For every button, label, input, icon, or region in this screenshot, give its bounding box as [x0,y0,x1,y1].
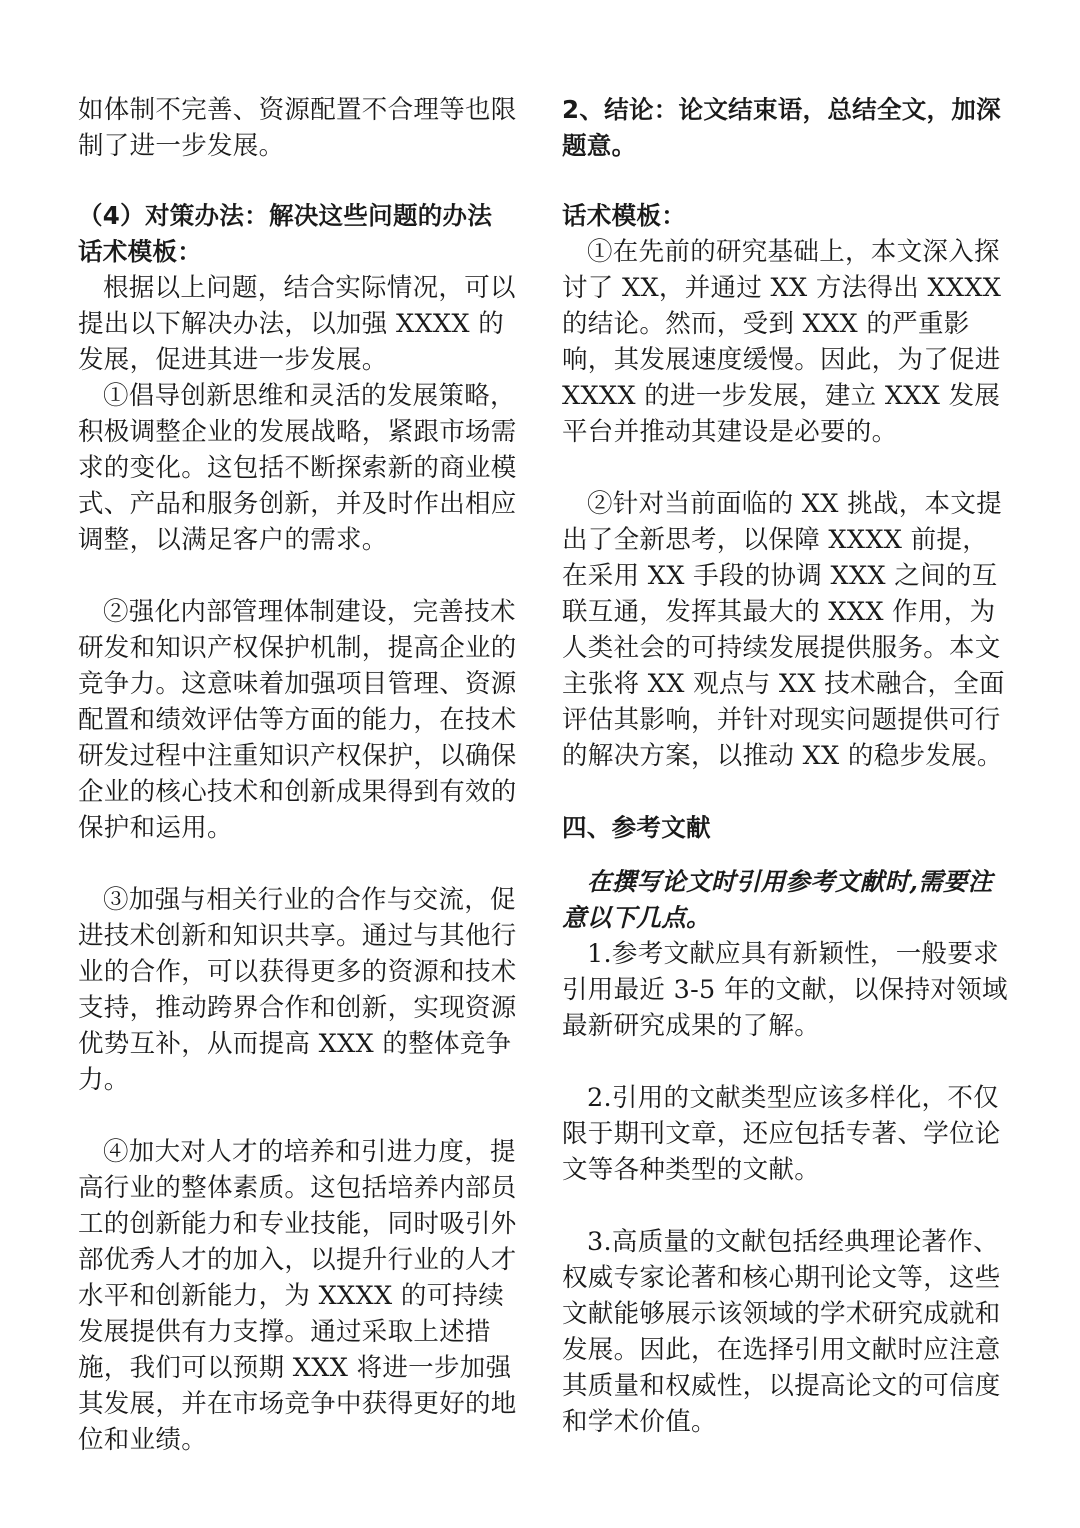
right-column [562,92,1012,1440]
point-1-paragraph: ①倡导创新思维和灵活的发展策略，积极调整企业的发展战略，紧跟市场需求的变化。这包括不断探索新的商业模式、产品和服务创新，并及时作出相应调整，以满足客户的需求。 [78,381,517,555]
reference-rule-2: 2.引用的文献类型应该多样化，不仅限于期刊文章，还应包括专著、学位论文等各种类型的文献。 [562,1083,1001,1185]
references-intro: 在撰写论文时引用参考文献时,需要注意以下几点。 [562,867,993,932]
point-3-paragraph: ③加强与相关行业的合作与交流，促进技术创新和知识共享。通过与其他行业的合作，可以获得更多的资源和技术支持，推动跨界合作和创新，实现资源优势互补，从而提高 XXX 的整体竞争力。 [78,885,517,1095]
reference-rule-1: 1.参考文献应具有新颖性，一般要求引用最近 3-5 年的文献，以保持对领域最新研究成果的了解。 [562,939,1008,1041]
left-column [78,92,526,1458]
countermeasure-heading: （4）对策办法：解决这些问题的办法 [78,201,493,230]
template-1-paragraph: ①在先前的研究基础上，本文深入探讨了 XX，并通过 XX 方法得出 XXXX 的结论。然而，受到 XXX 的严重影响，其发展速度缓慢。因此，为了促进 XXXX 的进一步发展，建立 XXX 发展平台并推动其建设是必要的。 [562,237,1002,447]
references-heading: 四、参考文献 [562,813,711,842]
template-2-paragraph: ②针对当前面临的 XX 挑战，本文提出了全新思考，以保障 XXXX 前提，在采用 XX 手段的协调 XXX 之间的互联互通，发挥其最大的 XXX 作用，为人类社会的可持续发展提供服务。本文主张将 XX 观点与 XX 技术融合，全面评估其影响，并针对现实问题提供可行的解决方案，以推动 XX 的稳步发展。 [562,489,1005,771]
intro-paragraph: 如体制不完善、资源配置不合理等也限制了进一步发展。 [78,95,517,161]
template-label: 话术模板： [562,201,686,230]
point-4-paragraph: ④加大对人才的培养和引进力度，提高行业的整体素质。这包括培养内部员工的创新能力和专业技能，同时吸引外部优秀人才的加入，以提升行业的人才水平和创新能力，为 XXXX 的可持续发展提供有力支撑。通过采取上述措施，我们可以预期 XXX 将进一步加强其发展，并在市场竞争中获得更好的地位和业绩。 [78,1137,517,1455]
template-label: 话术模板： [78,237,202,266]
lead-paragraph: 根据以上问题，结合实际情况，可以提出以下解决办法，以加强 XXXX 的发展，促进其进一步发展。 [78,273,516,375]
conclusion-heading: 2、结论：论文结束语，总结全文，加深题意。 [562,95,1001,160]
point-2-paragraph: ②强化内部管理体制建设，完善技术研发和知识产权保护机制，提高企业的竞争力。这意味着加强项目管理、资源配置和绩效评估等方面的能力，在技术研发过程中注重知识产权保护，以确保企业的核心技术和创新成果得到有效的保护和运用。 [78,597,517,843]
reference-rule-3: 3.高质量的文献包括经典理论著作、权威专家论著和核心期刊论文等，这些文献能够展示该领域的学术研究成就和发展。因此，在选择引用文献时应注意其质量和权威性，以提高论文的可信度和学术价值。 [562,1227,1001,1437]
